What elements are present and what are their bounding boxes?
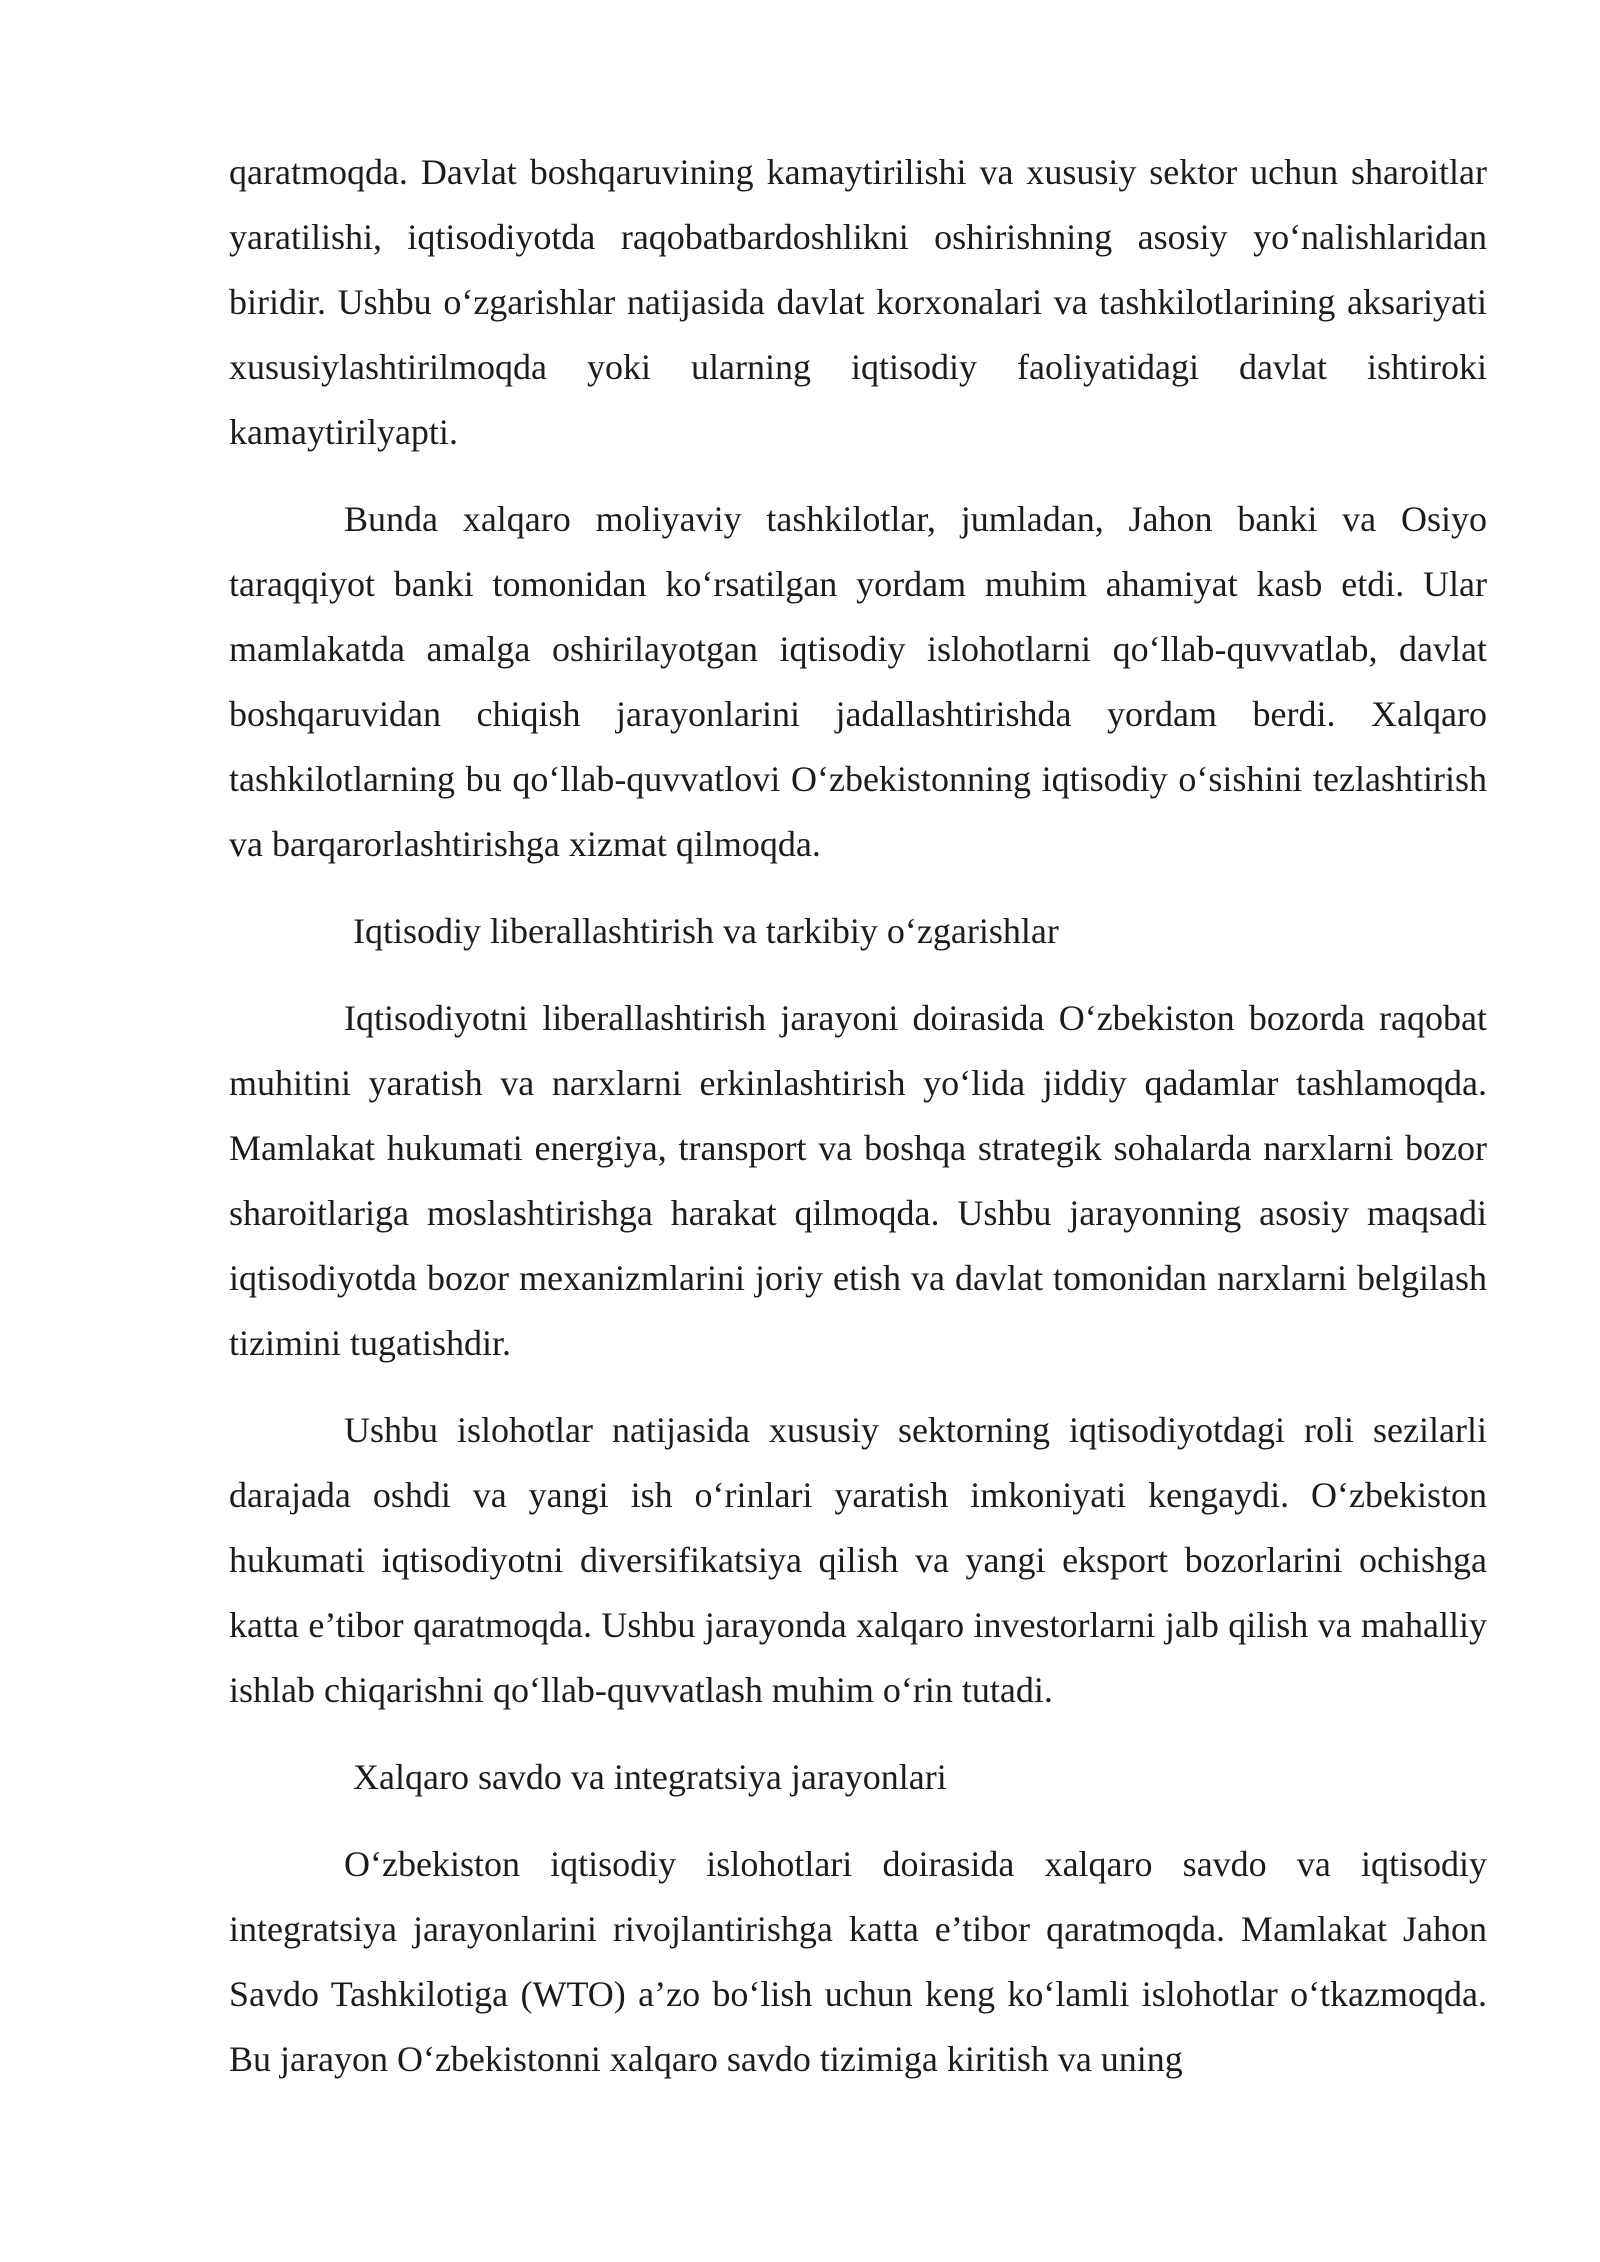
paragraph-international-support: Bunda xalqaro moliyaviy tashkilotlar, jumladan, Jahon banki va Osiyo taraqqiyot banki tomonidan ko‘rsatilgan yordam muhim ahamiyat kasb etdi. Ular mamlakatda amalga oshirilayotgan iqtisodiy islohotlarni qo‘llab-quvvatlab, davlat boshqaruvidan chiqish jarayonlarini jadallashtirishda yordam berdi. Xalqaro tashkilotlarning bu qo‘llab-quvvatlovi O‘zbekistonning iqtisodiy o‘sishini tezlashtirish va barqarorlashtirishga xizmat qilmoqda.: [229, 499, 1487, 864]
paragraph-price-liberalization: Iqtisodiyotni liberallashtirish jarayoni doirasida O‘zbekiston bozorda raqobat muhitini yaratish va narxlarni erkinlashtirish yo‘lida jiddiy qadamlar tashlamoqda. Mamlakat hukumati energiya, transport va boshqa strategik sohalarda narxlarni bozor sharoitlariga moslashtirishga harakat qilmoqda. Ushbu jarayonning asosiy maqsadi iqtisodiyotda bozor mexanizmlarini joriy etish va davlat tomonidan narxlarni belgilash tizimini tugatishdir.: [229, 998, 1487, 1363]
section-heading-liberalization: Iqtisodiy liberallashtirish va tarkibiy o‘zgarishlar: [353, 911, 1059, 951]
paragraph-continued-from-previous-page: qaratmoqda. Davlat boshqaruvining kamaytirilishi va xususiy sektor uchun sharoitlar yaratilishi, iqtisodiyotda raqobatbardoshlikni oshirishning asosiy yo‘nalishlaridan biridir. Ushbu o‘zgarishlar natijasida davlat korxonalari va tashkilotlarining aksariyati xususiylashtirilmoqda yoki ularning iqtisodiy faoliyatidagi davlat ishtiroki kamaytirilyapti.: [229, 152, 1487, 452]
paragraph-private-sector-role: Ushbu islohotlar natijasida xususiy sektorning iqtisodiyotdagi roli sezilarli darajada oshdi va yangi ish o‘rinlari yaratish imkoniyati kengaydi. O‘zbekiston hukumati iqtisodiyotni diversifikatsiya qilish va yangi eksport bozorlarini ochishga katta e’tibor qaratmoqda. Ushbu jarayonda xalqaro investorlarni jalb qilish va mahalliy ishlab chiqarishni qo‘llab-quvvatlash muhim o‘rin tutadi.: [229, 1410, 1487, 1710]
document-page: [229, 140, 1487, 2092]
paragraph-wto-accession: O‘zbekiston iqtisodiy islohotlari doirasida xalqaro savdo va iqtisodiy integratsiya jarayonlarini rivojlantirishga katta e’tibor qaratmoqda. Mamlakat Jahon Savdo Tashkilotiga (WTO) a’zo bo‘lish uchun keng ko‘lamli islohotlar o‘tkazmoqda. Bu jarayon O‘zbekistonni xalqaro savdo tizimiga kiritish va uning: [229, 1844, 1487, 2079]
section-heading-trade-integration: Xalqaro savdo va integratsiya jarayonlari: [353, 1757, 947, 1797]
